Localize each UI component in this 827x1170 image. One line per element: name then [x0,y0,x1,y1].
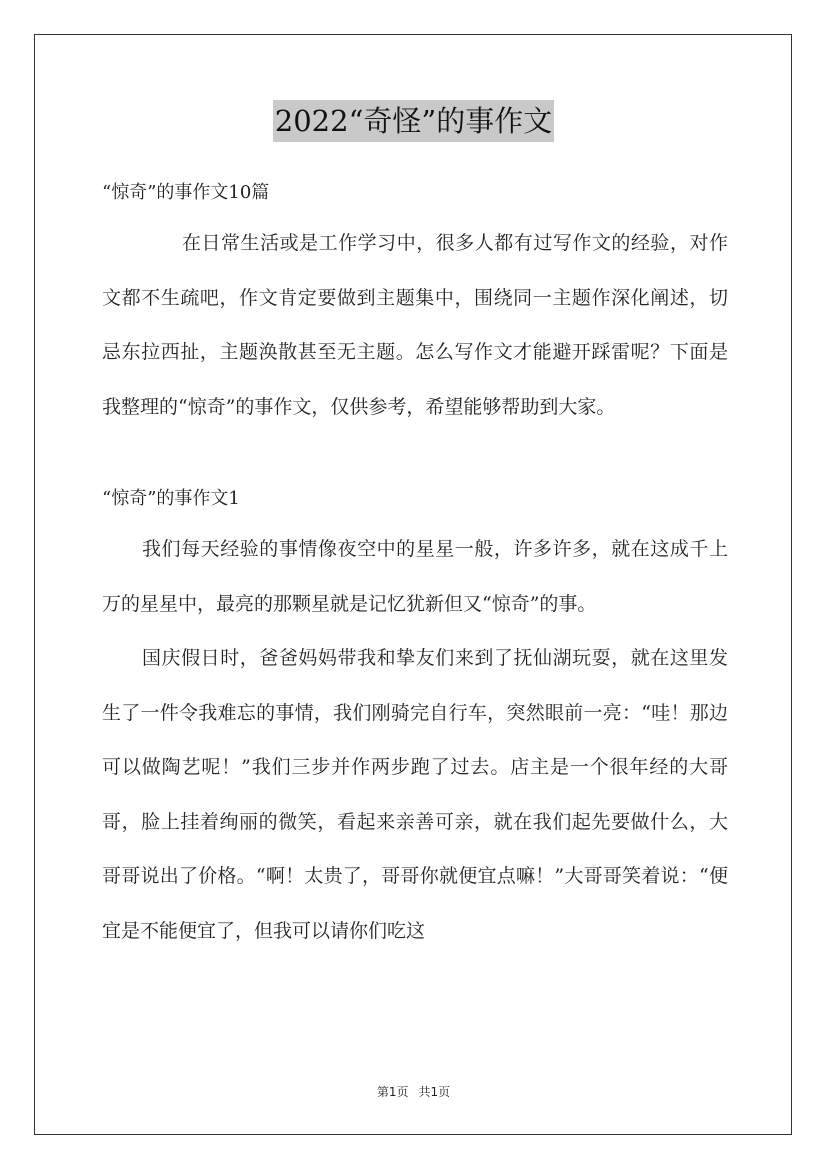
intro-paragraph: 在日常生活或是工作学习中，很多人都有过写作文的经验，对作文都不生疏吧，作文肯定要做到主题集中，围绕同一主题作深化阐述，切忌东拉西扯，主题涣散甚至无主题。怎么写作文才能避开踩雷呢？下面是我整理的“惊奇”的事作文，仅供参考，希望能够帮助到大家。 [102,232,728,418]
page-footer [0,1083,827,1100]
page-number: 第1页 [376,1085,409,1099]
section-heading: “惊奇”的事作文1 [102,488,240,509]
body-paragraph: 我们每天经验的事情像夜空中的星星一般，许多许多，就在这成千上万的星星中，最亮的那颗星就是记忆犹新但又“惊奇”的事。 [102,538,728,615]
body-paragraph: 国庆假日时，爸爸妈妈带我和挚友们来到了抚仙湖玩耍，就在这里发生了一件令我难忘的事情，我们刚骑完自行车，突然眼前一亮：“哇！那边可以做陶艺呢！”我们三步并作两步跑了过去。店主是一个很年经的大哥哥，脸上挂着绚丽的微笑，看起来亲善可亲，就在我们起先要做什么，大哥哥说出了价格。“啊！太贵了，哥哥你就便宜点嘛！”大哥哥笑着说：“便宜是不能便宜了，但我可以请你们吃这 [102,647,728,942]
document-subtitle: “惊奇”的事作文10篇 [102,182,270,203]
document-body [102,170,728,958]
document-title: 2022“奇怪”的事作文 [273,100,554,142]
section-gap [102,434,728,476]
page-total: 共1页 [418,1085,451,1099]
document-title-wrapper [0,100,827,142]
